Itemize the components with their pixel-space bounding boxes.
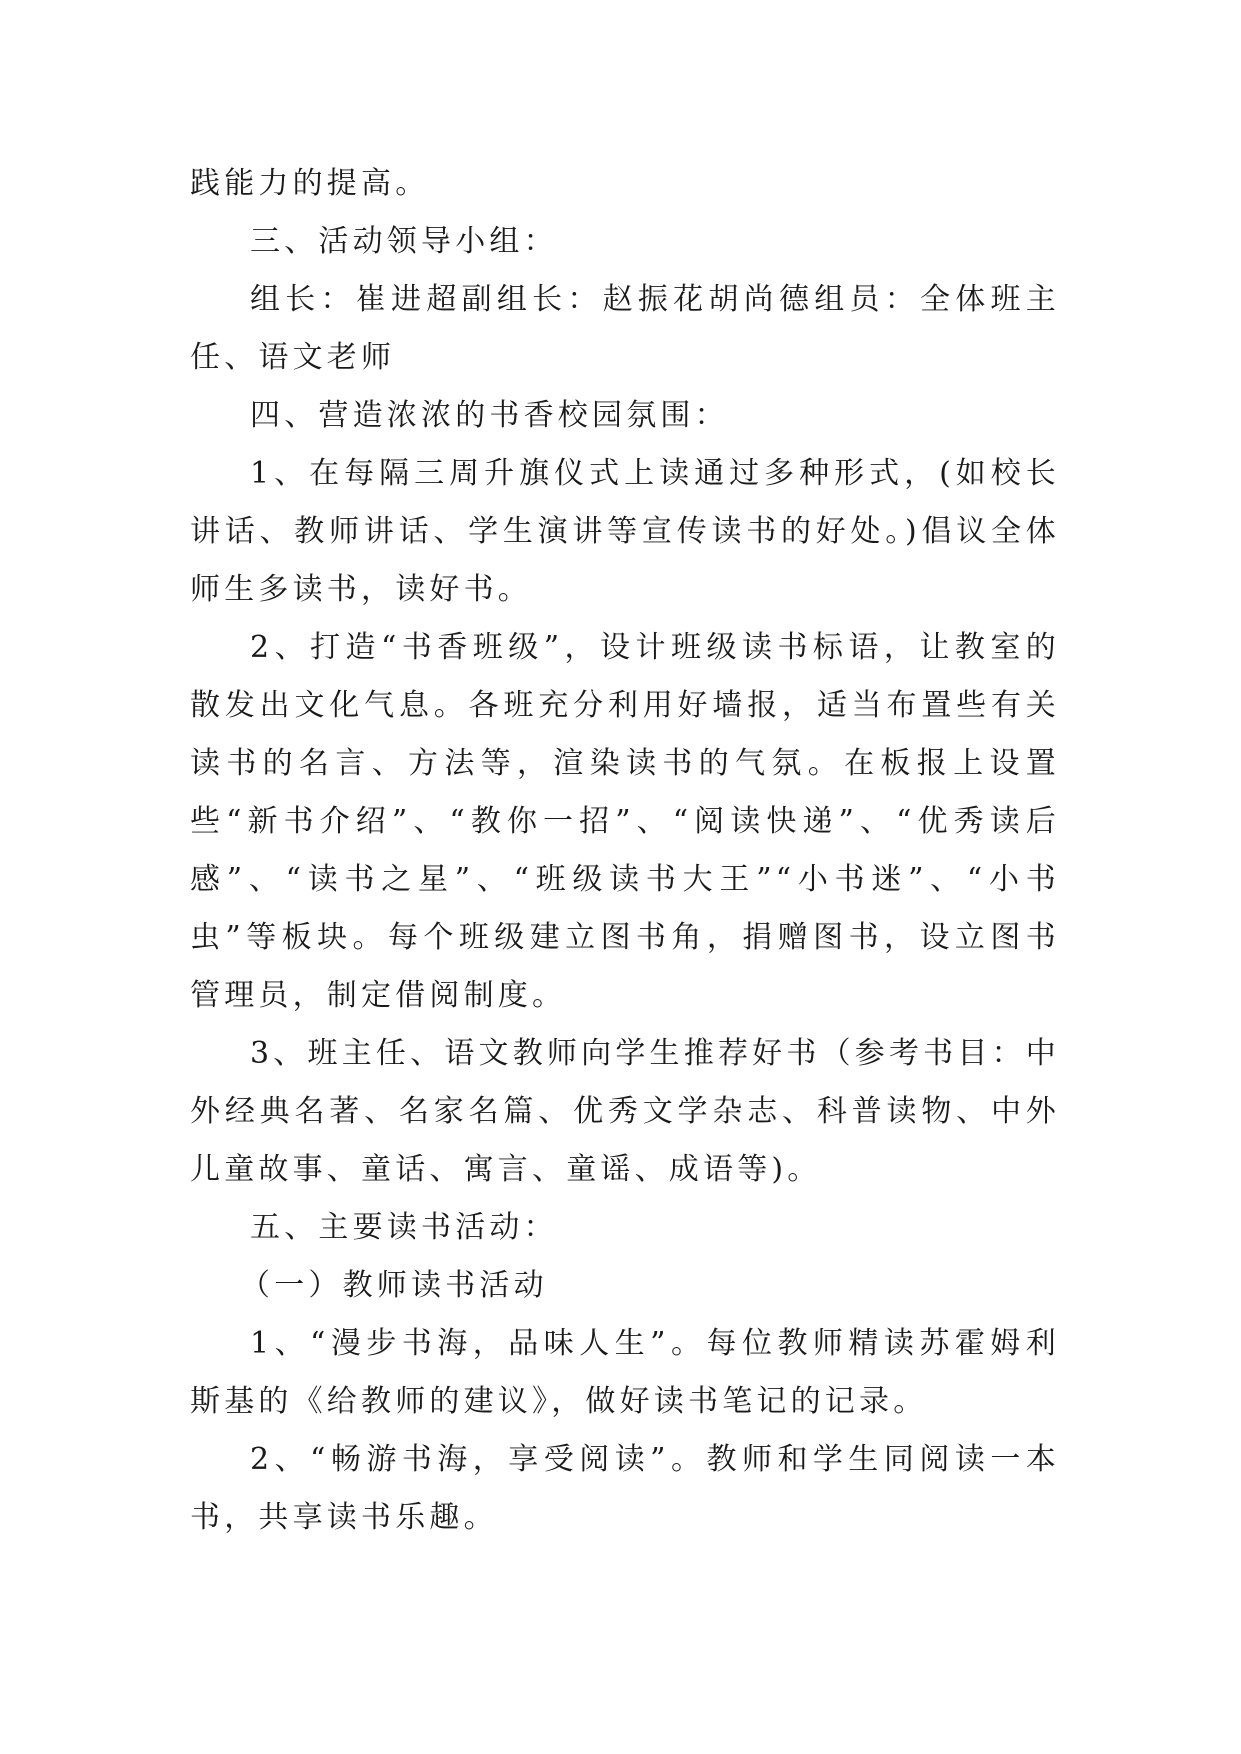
document-page	[190, 155, 1060, 1547]
paragraph-teacher-item-1: 1、“漫步书海，品味人生”。每位教师精读苏霍姆利斯基的《给教师的建议》，做好读书笔记的记录。	[190, 1326, 1060, 1419]
paragraph-item-1: 1、在每隔三周升旗仪式上读通过多种形式，(如校长讲话、教师讲话、学生演讲等宣传读书的好处。)倡议全体师生多读书，读好书。	[190, 456, 1060, 607]
paragraph-item-2: 2、打造“书香班级”，设计班级读书标语，让教室的散发出文化气息。各班充分利用好墙报，适当布置些有关读书的名言、方法等，渲染读书的气氛。在板报上设置些“新书介绍”、“教你一招”、“阅读快递”、“优秀读后感”、“读书之星”、“班级读书大王”“小书迷”、“小书虫”等板块。每个班级建立图书角，捐赠图书，设立图书管理员，制定借阅制度。	[190, 630, 1060, 1013]
paragraph-continuation: 践能力的提高。	[190, 166, 430, 201]
paragraph-item-3: 3、班主任、语文教师向学生推荐好书（参考书目：中外经典名著、名家名篇、优秀文学杂志、科普读物、中外儿童故事、童话、寓言、童谣、成语等)。	[190, 1036, 1060, 1187]
section-heading-leadership: 三、活动领导小组：	[250, 224, 558, 259]
subsection-heading-teacher-reading: （一）教师读书活动	[240, 1268, 548, 1303]
section-heading-activities: 五、主要读书活动：	[250, 1210, 558, 1245]
paragraph-leadership-members: 组长：崔进超副组长：赵振花胡尚德组员：全体班主任、语文老师	[190, 282, 1060, 375]
paragraph-teacher-item-2: 2、“畅游书海，享受阅读”。教师和学生同阅读一本书，共享读书乐趣。	[190, 1442, 1060, 1535]
section-heading-atmosphere: 四、营造浓浓的书香校园氛围：	[250, 398, 729, 433]
